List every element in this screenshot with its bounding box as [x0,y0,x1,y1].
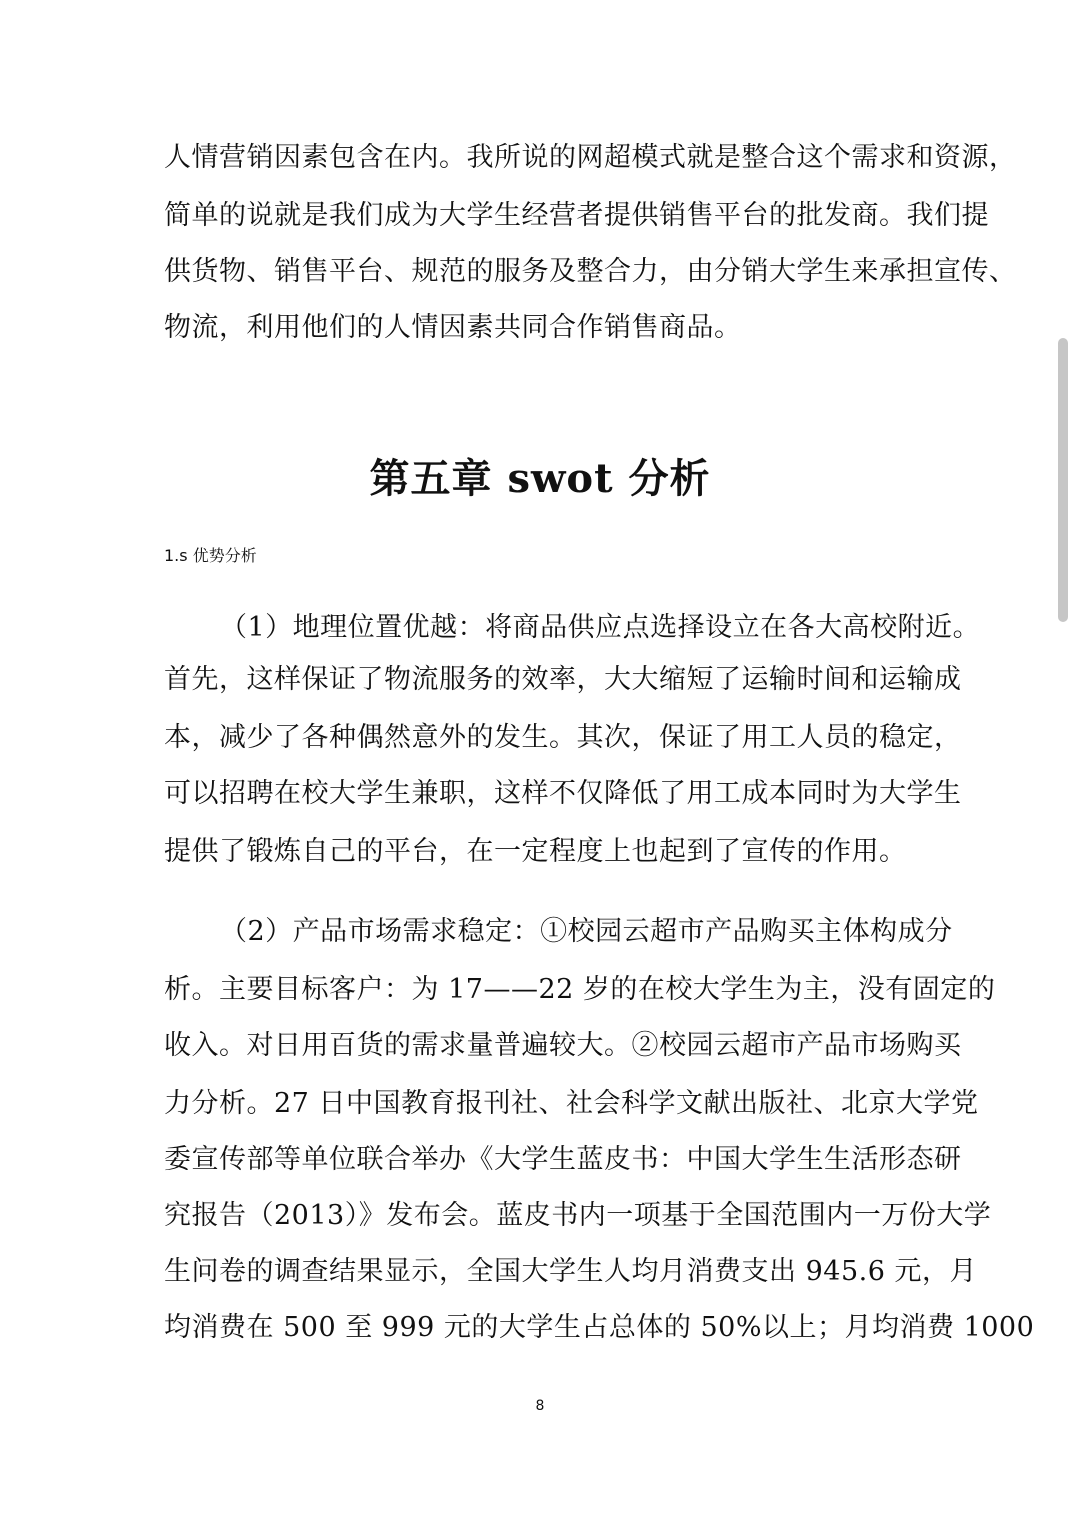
chapter-title: 第五章 swot 分析 [369,455,711,502]
intro-line-1: 人情营销因素包含在内。我所说的网超模式就是整合这个需求和资源， [164,142,1017,173]
paragraph-2-line-2: 析。主要目标客户：为 17——22 岁的在校大学生为主，没有固定的 [164,974,996,1005]
paragraph-2-line-4: 力分析。27 日中国教育报刊社、社会科学文献出版社、北京大学党 [164,1088,979,1119]
paragraph-1-line-2: 首先，这样保证了物流服务的效率，大大缩短了运输时间和运输成 [164,664,962,695]
paragraph-2-line-5: 委宣传部等单位联合举办《大学生蓝皮书：中国大学生生活形态研 [164,1144,962,1175]
paragraph-1-line-3: 本，减少了各种偶然意外的发生。其次，保证了用工人员的稳定， [164,722,962,753]
paragraph-1-line-5: 提供了锻炼自己的平台，在一定程度上也起到了宣传的作用。 [164,836,907,867]
page-number: 8 [535,1398,545,1414]
intro-line-3: 供货物、销售平台、规范的服务及整合力，由分销大学生来承担宣传、 [164,256,1017,287]
section-heading: 1.s 优势分析 [164,546,257,565]
paragraph-1-line-1: （1）地理位置优越：将商品供应点选择设立在各大高校附近。 [220,612,981,643]
paragraph-2-line-7: 生问卷的调查结果显示，全国大学生人均月消费支出 945.6 元，月 [164,1256,977,1287]
scrollbar-thumb[interactable] [1058,338,1068,622]
paragraph-2-line-8: 均消费在 500 至 999 元的大学生占总体的 50%以上；月均消费 1000 [164,1312,1035,1343]
paragraph-2-line-6: 究报告（2013）》发布会。蓝皮书内一项基于全国范围内一万份大学 [164,1200,992,1231]
intro-line-2: 简单的说就是我们成为大学生经营者提供销售平台的批发商。我们提 [164,200,989,231]
intro-line-4: 物流，利用他们的人情因素共同合作销售商品。 [164,312,742,343]
paragraph-2-line-1: （2）产品市场需求稳定：①校园云超市产品购买主体构成分 [220,916,953,947]
paragraph-2-line-3: 收入。对日用百货的需求量普遍较大。②校园云超市产品市场购买 [164,1030,962,1061]
paragraph-1-line-4: 可以招聘在校大学生兼职，这样不仅降低了用工成本同时为大学生 [164,778,962,809]
